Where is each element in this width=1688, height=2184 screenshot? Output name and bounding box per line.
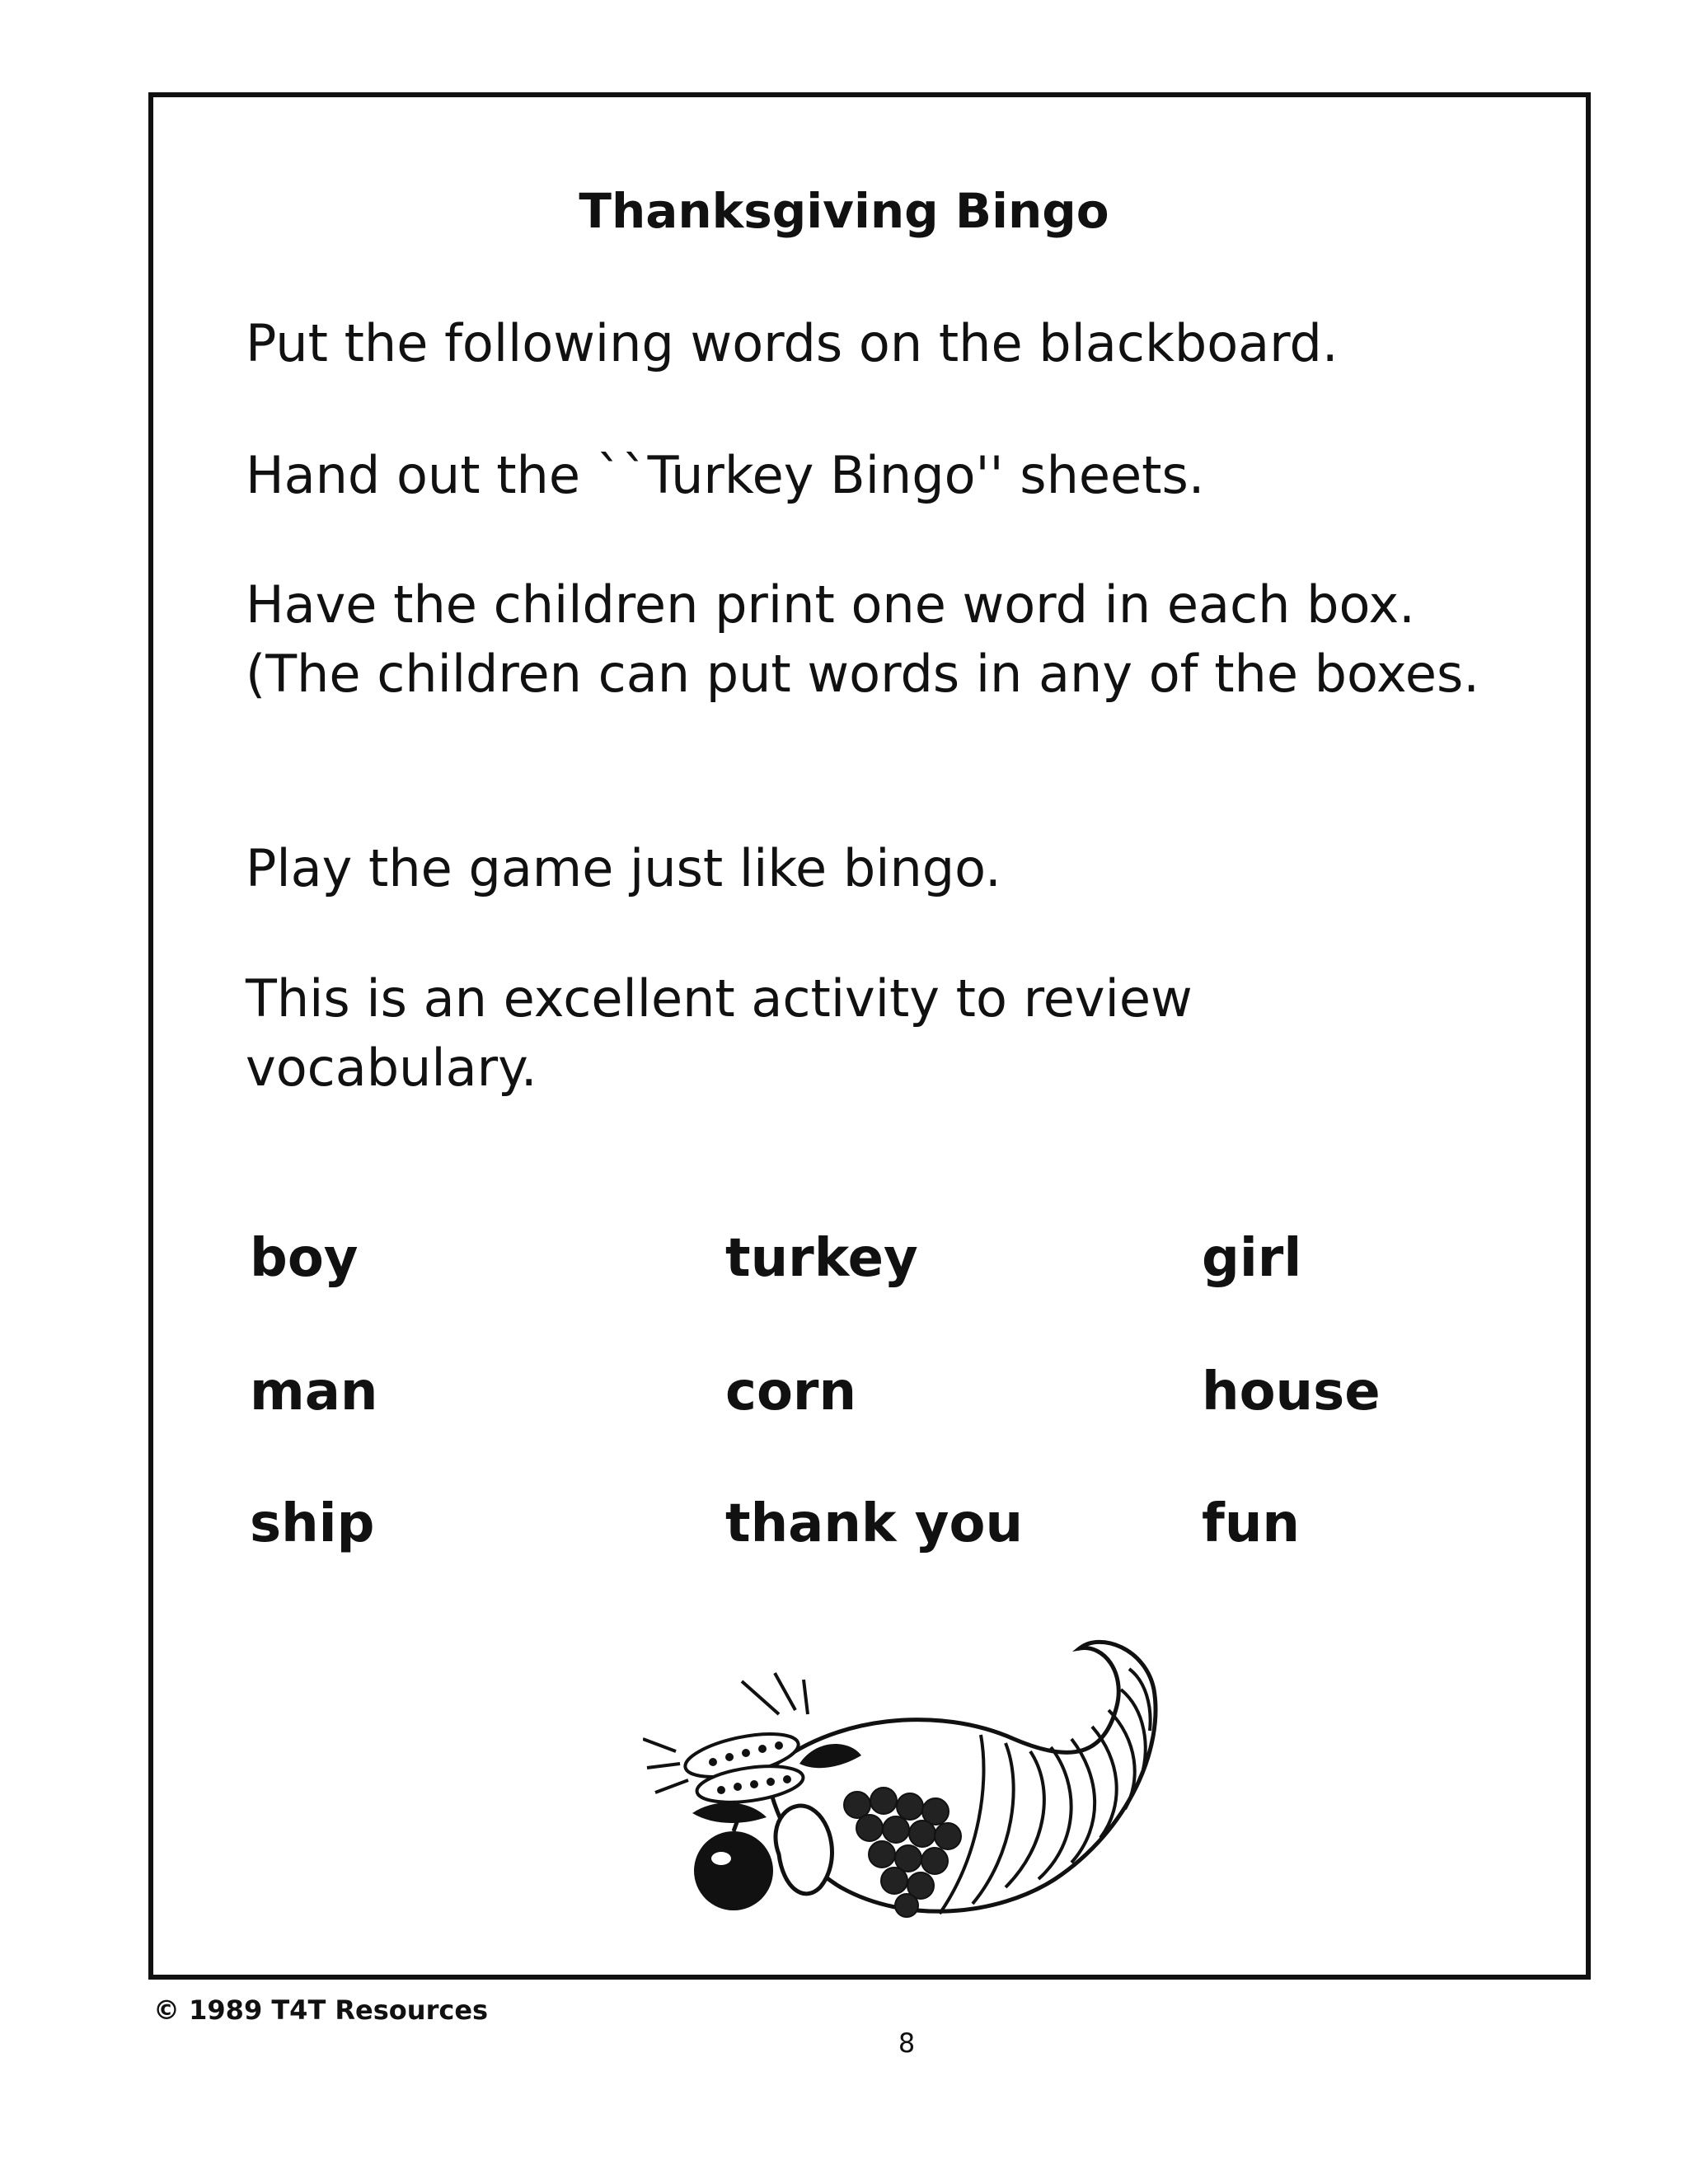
- word-fun: fun: [1202, 1493, 1300, 1554]
- copyright-notice: © 1989 T4T Resources: [153, 1994, 489, 2026]
- word-house: house: [1202, 1361, 1381, 1422]
- word-ship: ship: [250, 1493, 375, 1554]
- word-turkey: turkey: [725, 1228, 918, 1289]
- instruction-4: Play the game just like bingo.: [246, 838, 1001, 898]
- word-boy: boy: [250, 1228, 359, 1289]
- word-thank-you: thank you: [725, 1493, 1023, 1554]
- page-title: Thanksgiving Bingo: [579, 183, 1109, 239]
- word-man: man: [250, 1361, 378, 1422]
- page-number: 8: [898, 2027, 916, 2059]
- instruction-1: Put the following words on the blackboard.: [246, 313, 1339, 373]
- instruction-2: Hand out the ``Turkey Bingo'' sheets.: [246, 445, 1205, 505]
- cornucopia-icon: [643, 1615, 1170, 1937]
- instruction-5: This is an excellent activity to review vocabulary.: [246, 968, 1193, 1098]
- word-girl: girl: [1202, 1228, 1302, 1289]
- word-corn: corn: [725, 1361, 857, 1422]
- instruction-3: Have the children print one word in each box. (The children can put words in any of the boxes.: [246, 574, 1479, 704]
